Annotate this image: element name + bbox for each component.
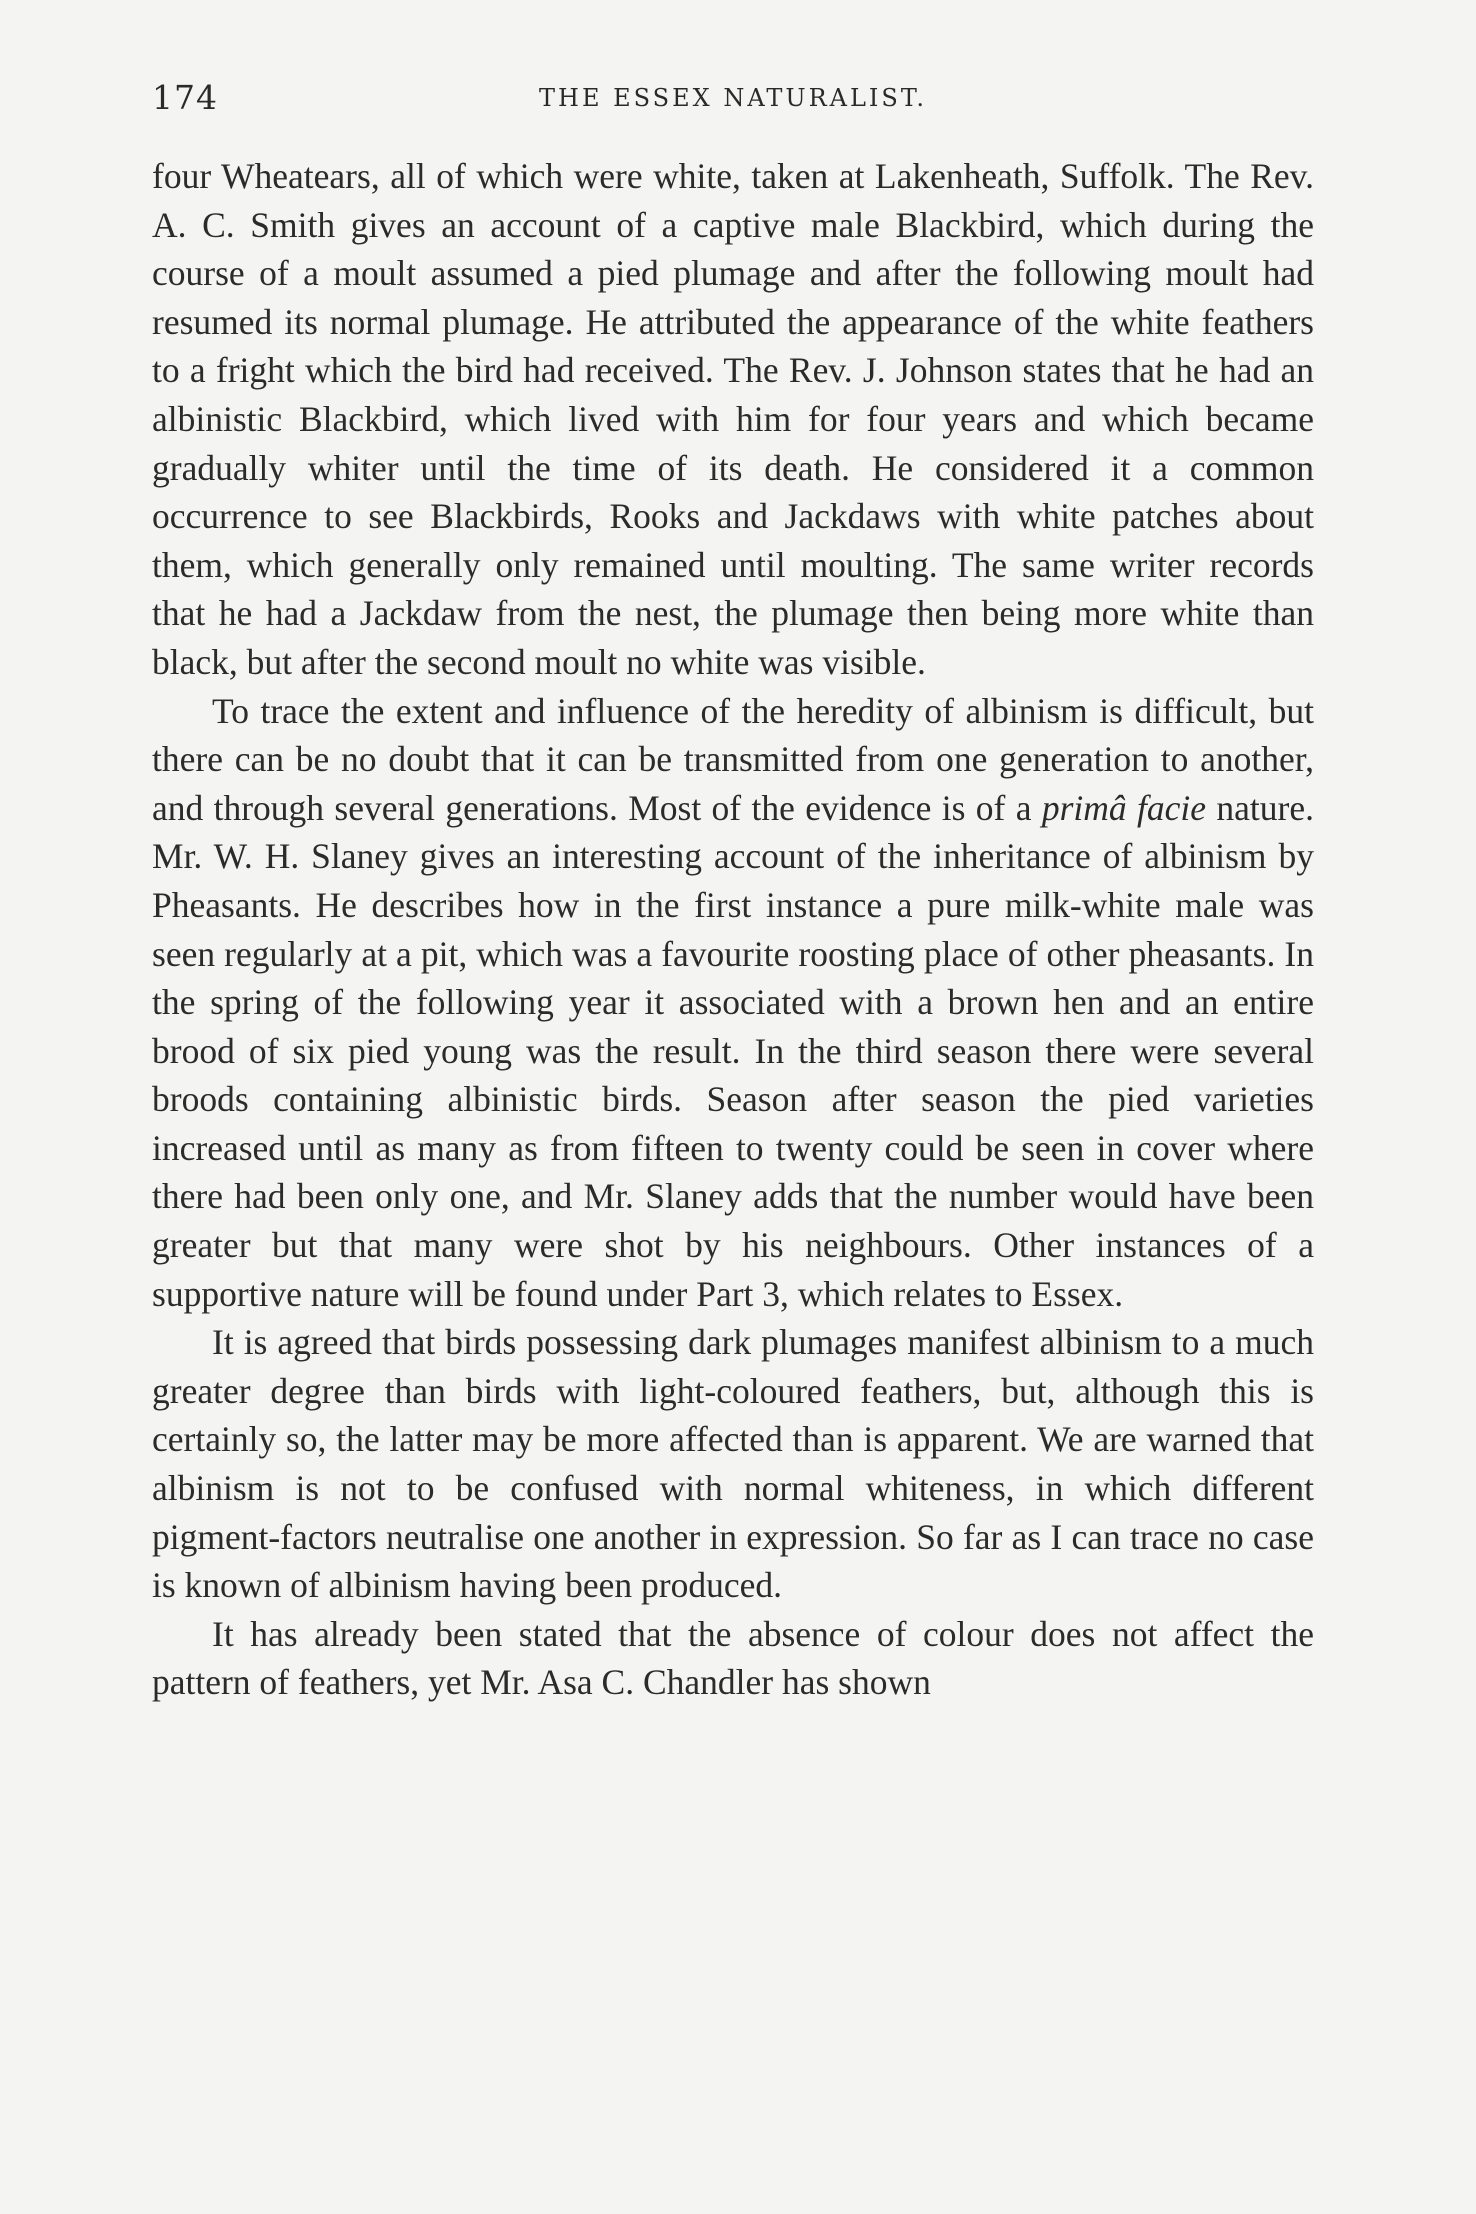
page-number: 174	[152, 78, 218, 117]
paragraph-3	[152, 1318, 1314, 1610]
paragraph-4	[152, 1610, 1314, 1707]
running-head	[152, 78, 1314, 118]
body-text	[152, 152, 1314, 1707]
paragraph-2-text-start: To trace the extent and influence of the heredity of albinism is difficult, but there can be no doubt that it can be transmitted from one generation to another, and through several generations. Most of the evidence is of a	[152, 690, 1314, 828]
paragraph-1	[152, 152, 1314, 687]
paragraph-1-text: four Wheatears, all of which were white, taken at Lakenheath, Suffolk. The Rev. A. C. Smith gives an account of a captive male Blackbird, which during the course of a moult assumed a pied plumage and after the following moult had resumed its normal plumage. He attributed the appearance of the white feathers to a fright which the bird had received. The Rev. J. Johnson states that he had an albinistic Blackbird, which lived with him for four years and which became gradually whiter until the time of its death. He considered it a common occurrence to see Blackbirds, Rooks and Jackdaws with white patches about them, which generally only remained until moulting. The same writer records that he had a Jackdaw from the nest, the plumage then being more white than black, but after the second moult no white was visible.	[152, 156, 1314, 682]
paragraph-4-text: It has already been stated that the absence of colour does not affect the pattern of feathers, yet Mr. Asa C. Chandler has shown	[152, 1613, 1314, 1703]
paragraph-2	[152, 687, 1314, 1319]
journal-title: THE ESSEX NATURALIST.	[539, 84, 927, 112]
paragraph-2-text-end: nature. Mr. W. H. Slaney gives an interesting account of the inheritance of albinism by Pheasants. He describes how in the first instance a pure milk-white male was seen regularly at a pit, which was a favourite roosting place of other pheasants. In the spring of the following year it associated with a brown hen and an entire brood of six pied young was the result. In the third season there were several broods containing albinistic birds. Season after season the pied varieties increased until as many as from fifteen to twenty could be seen in cover where there had been only one, and Mr. Slaney adds that the number would have been greater but that many were shot by his neighbours. Other instances of a supportive nature will be found under Part 3, which relates to Essex.	[152, 787, 1314, 1314]
paragraph-3-text: It is agreed that birds possessing dark plumages manifest albinism to a much greater degree than birds with light-coloured feathers, but, although this is certainly so, the latter may be more affected than is apparent. We are warned that albinism is not to be confused with normal whiteness, in which different pigment-factors neutralise one another in expression. So far as I can trace no case is known of albinism having been produced.	[152, 1322, 1314, 1606]
latin-phrase: primâ facie	[1041, 787, 1207, 828]
